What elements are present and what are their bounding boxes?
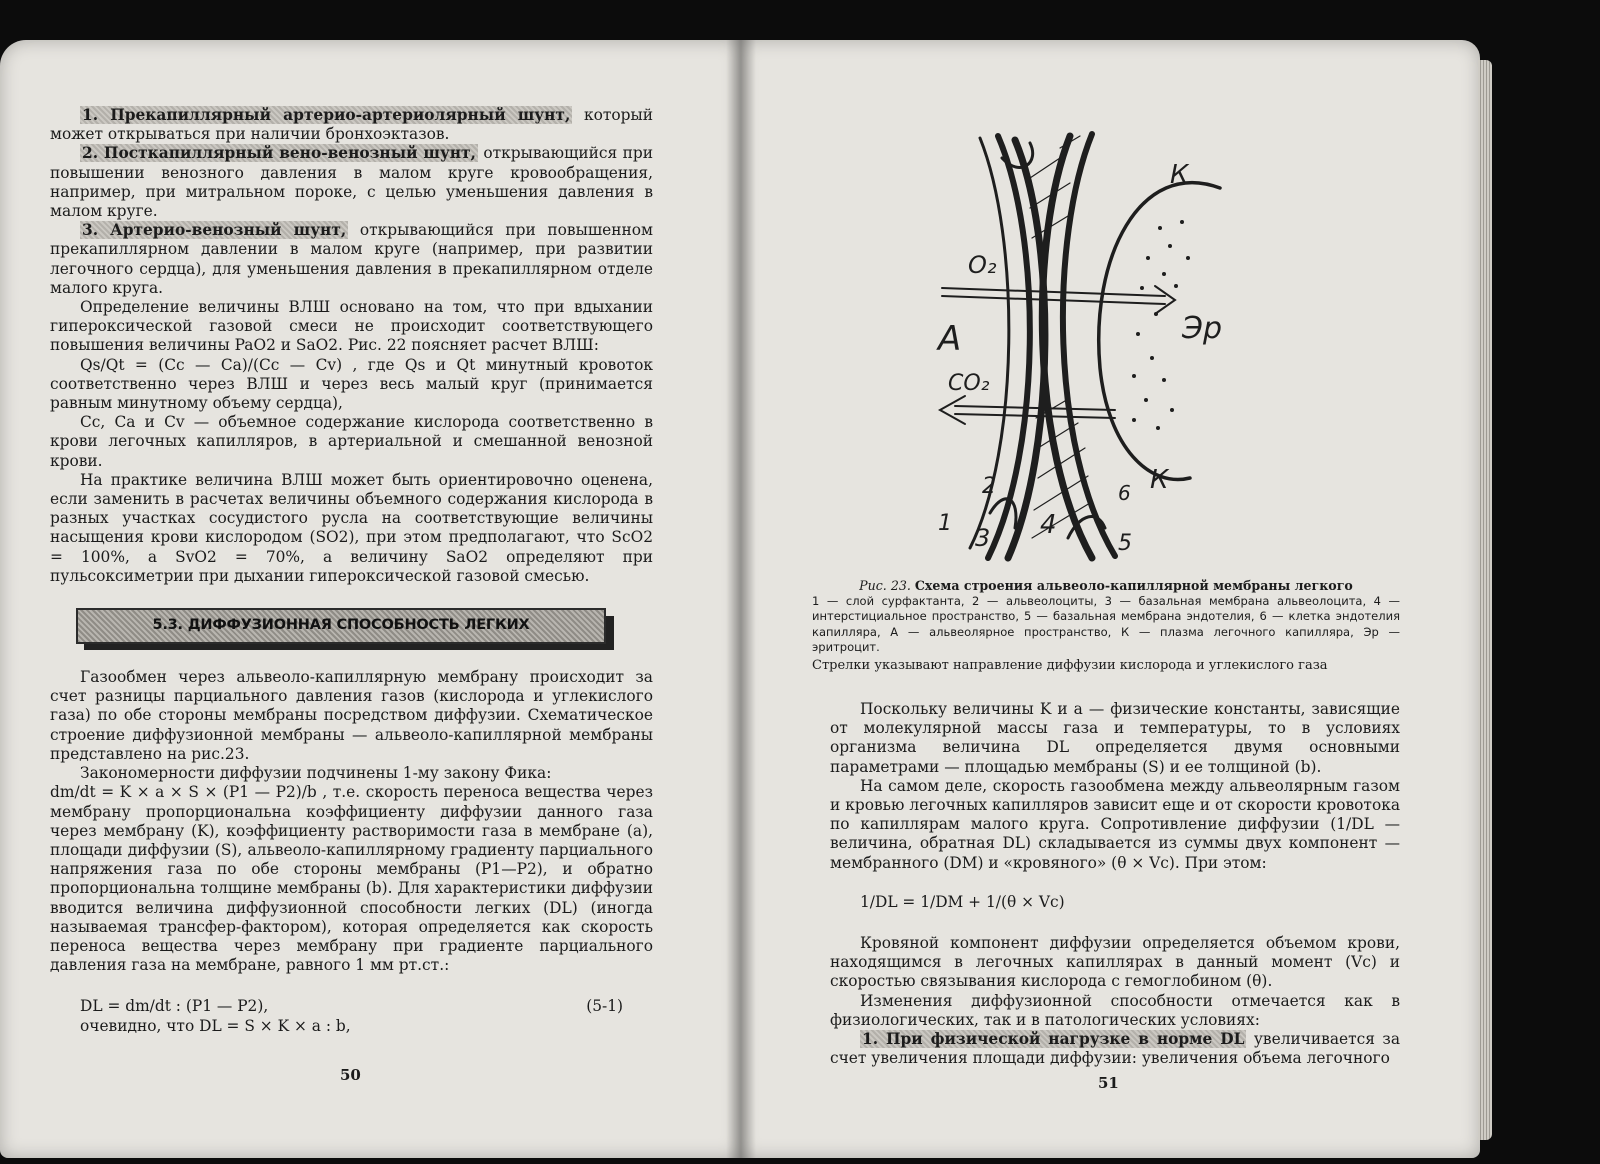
caption-title: Схема строения альвеоло-капиллярной мембраны легкого bbox=[914, 578, 1353, 593]
vlsh-definition-paragraph: Определение величины ВЛШ основано на том, что при вдыхании гипероксической газовой смеси не происходит соответствующего повышения величины PaO2 и SaO2. Рис. 22 поясняет расчет ВЛШ: bbox=[50, 298, 653, 355]
page-number-right: 51 bbox=[1098, 1074, 1119, 1092]
figure-caption bbox=[812, 578, 1400, 674]
section-heading-title: 5.3. ДИФФУЗИОННАЯ СПОСОБНОСТЬ ЛЕГКИХ bbox=[76, 608, 606, 644]
dl-formula-number: (5-1) bbox=[586, 997, 623, 1016]
label-1: 1 bbox=[938, 511, 952, 536]
fick-law-paragraph: dm/dt = K × a × S × (P1 — P2)/b , т.е. скорость переноса вещества через мембрану пропорциональна коэффициенту диффузии данного газа через мембрану (K), коэффициенту растворимости газа в мембране (a), площади диффузии (S), альвеоло-капиллярному градиенту парциального напряжения газа по обе стороны мембраны (P1—P2), и обратно пропорциональна толщине мембраны (b). Для характеристики диффузии вводится величина диффузионной способности легких (DL) (иногда называемая трансфер-фактором), которая определяется как скорость переноса вещества через мембрану при градиенте парциального давления газа на мембране, равного 1 мм рт.ст.: bbox=[50, 783, 653, 975]
changes-paragraph: Изменения диффузионной способности отмечается как в физиологических, так и в патологических условиях: bbox=[830, 991, 1400, 1029]
fick-intro-paragraph: Закономерности диффузии подчинены 1-му закону Фика: bbox=[80, 764, 552, 783]
constants-paragraph: Поскольку величины K и a — физические константы, зависящие от молекулярной массы газа и температуры, то в условиях организма величина DL определяется двумя основными параметрами — площадью мембраны (S) и ее толщиной (b). bbox=[830, 700, 1400, 776]
section-heading bbox=[76, 608, 616, 646]
label-2: 2 bbox=[982, 474, 996, 499]
gas-exchange-paragraph: Газообмен через альвеоло-капиллярную мембрану происходит за счет разницы парциального давления газов (кислорода и углекислого газа) по обе стороны мембраны посредством диффузии. Схематическое строение диффузионной мембраны — альвеоло-капиллярной мембраны представлено на рис.23. bbox=[50, 668, 653, 763]
shunt-2-text: открывающийся при повышении венозного давления в малом круге кровообращения, например, при митральном пороке, с целью уменьшения давления в малом круге. bbox=[50, 144, 653, 221]
shunt-1-highlight: 1. Прекапиллярный артерио-артериолярный шунт, bbox=[82, 106, 571, 124]
inverse-dl-formula: 1/DL = 1/DM + 1/(θ × Vc) bbox=[860, 892, 1065, 911]
caption-note: Стрелки указывают направление диффузии кислорода и углекислого газа bbox=[812, 657, 1328, 673]
page-number-left: 50 bbox=[340, 1066, 361, 1084]
qs-formula-paragraph: Qs/Qt = (Cc — Ca)/(Cc — Cv) , где Qs и Qt минутный кровоток соответственно через ВЛШ и через весь малый круг (принимается равным минутному объему сердца), bbox=[50, 355, 653, 413]
shunt-3-highlight: 3. Артерио-венозный шунт, bbox=[82, 221, 347, 240]
practice-paragraph: На практике величина ВЛШ может быть ориентировочно оценена, если заменить в расчетах величины объемного содержания кислорода в разных участках сосудистого русла на соответствующие величины насыщения крови кислородом (SO2), при этом предполагают, что ScO2 = 100%, а SvO2 = 70%, а величину SaO2 определяют при пульсоксиметрии при дыхании гипероксической газовой смесью. bbox=[50, 470, 653, 585]
label-k-top: К bbox=[1170, 160, 1189, 190]
exercise-text: увеличивается за счет увеличения площади диффузии: увеличения объема легочного bbox=[830, 1030, 1400, 1068]
exercise-highlight: 1. При физической нагрузке в норме DL bbox=[862, 1030, 1245, 1049]
dl-formula bbox=[50, 997, 653, 1016]
caption-legend: 1 — слой сурфактанта, 2 — альвеолоциты, 3 — базальная мембрана альвеолоцита, 4 — интерстициальное пространство, 5 — базальная мембрана эндотелия, 6 — клетка эндотелия капилляра, А — альвеолярное пространство, К — плазма легочного капилляра, Эр — эритроцит. bbox=[812, 593, 1400, 655]
label-6: 6 bbox=[1118, 481, 1131, 505]
caption-title-line bbox=[812, 578, 1400, 594]
label-4: 4 bbox=[1040, 510, 1057, 540]
label-3: 3 bbox=[975, 524, 991, 552]
label-erythrocyte: Эр bbox=[1182, 311, 1222, 346]
endothelial-cell bbox=[1063, 134, 1115, 556]
label-k-bottom: К bbox=[1150, 465, 1169, 495]
actually-paragraph: На самом деле, скорость газообмена между альвеолярным газом и кровью легочных капилляров зависит еще и от скорости кровотока по капиллярам малого круга. Сопротивление диффузии (1/DL — величина, обратная DL) складывается из суммы двух компонент — мембранного (DM) и «кровяного» (θ × Vc). При этом: bbox=[830, 776, 1400, 872]
exercise-paragraph bbox=[830, 1030, 1400, 1068]
dl-obviously: очевидно, что DL = S × K × a : b, bbox=[80, 1016, 351, 1035]
shunt-1-text: который может открываться при наличии бронхоэктазов. bbox=[50, 106, 654, 144]
shunt-paragraph-1 bbox=[50, 106, 653, 144]
left-text-column bbox=[50, 106, 653, 1036]
shunt-2-highlight: 2. Посткапиллярный вено-венозный шунт, bbox=[82, 144, 476, 163]
shunt-paragraph-3 bbox=[50, 221, 653, 298]
page-edges bbox=[1478, 60, 1492, 1140]
blood-component-paragraph: Кровяной компонент диффузии определяется объемом крови, находящимся в легочных капиллярах в данный момент (Vc) и скоростью связывания кислорода с гемоглобином (θ). bbox=[830, 934, 1400, 991]
shunt-paragraph-2 bbox=[50, 144, 653, 221]
o2-arrow bbox=[942, 286, 1175, 314]
endothelial-basement-membrane bbox=[1042, 136, 1092, 558]
shunt-3-text: открывающийся при повышенном прекапиллярном давлении в малом круге (например, при развитии легочного сердца), для уменьшения давления в прекапиллярном отделе малого круга. bbox=[50, 221, 653, 297]
label-co2: CO₂ bbox=[948, 371, 990, 396]
cc-ca-cv-paragraph: Cc, Ca и Cv — объемное содержание кислорода соответственно в крови легочных капилляров, в артериальной и смешанной венозной крови. bbox=[50, 413, 653, 470]
book-gutter bbox=[726, 40, 756, 1158]
right-text-column bbox=[830, 700, 1400, 1068]
caption-fig-number: Рис. 23. bbox=[859, 578, 911, 593]
membrane-diagram bbox=[920, 118, 1250, 568]
label-5: 5 bbox=[1118, 531, 1132, 556]
label-o2: O₂ bbox=[968, 251, 997, 279]
dl-formula-text: DL = dm/dt : (P1 — P2), bbox=[80, 997, 269, 1016]
label-alveolar-space: А bbox=[938, 319, 962, 359]
